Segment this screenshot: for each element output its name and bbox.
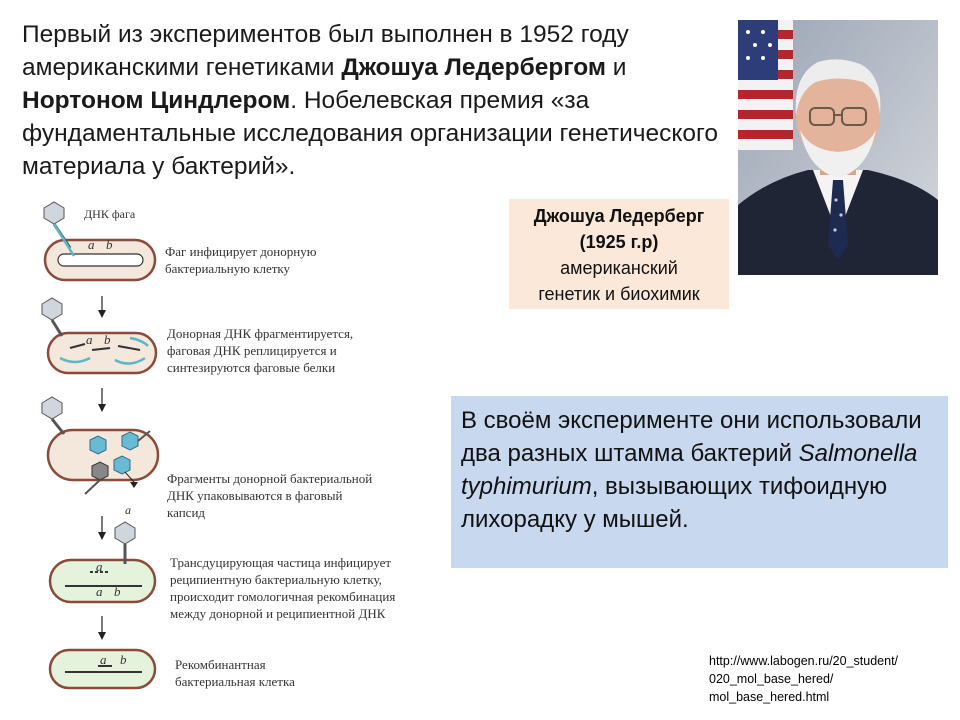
portrait-caption	[509, 199, 729, 309]
intro-text-2: и	[605, 54, 627, 81]
step4-line-4: между донорной и реципиентной ДНК	[170, 606, 386, 621]
step2-cell	[42, 298, 156, 373]
transduction-diagram	[30, 198, 450, 708]
source-url[interactable]	[709, 652, 949, 706]
step1-gene-b: b	[106, 237, 113, 252]
step5-gene-b: b	[120, 652, 127, 667]
step2-gene-b: b	[104, 332, 111, 347]
step4-line-1: Трансдуцирующая частица инфицирует	[170, 555, 392, 570]
step4-gene-b: b	[114, 584, 121, 599]
step3-line-1: Фрагменты донорной бактериальной	[167, 471, 373, 486]
step5-text	[175, 656, 295, 690]
info-text-2: , вызывающих тифоидную лихорадку у мышей.	[461, 473, 888, 533]
step3-line-2: ДНК упаковываются в фаговый	[167, 488, 343, 503]
step5-gene-a: a	[100, 652, 107, 667]
caption-line-2: генетик и биохимик	[538, 284, 700, 304]
intro-text-1: Первый из экспериментов был выполнен в 1952 году американскими генетиками	[22, 21, 629, 81]
step3-gene-a: a	[125, 503, 131, 517]
step4-line-2: реципиентную бактериальную клетку,	[170, 572, 382, 587]
arrow-4-head	[98, 632, 106, 640]
step3-line-3: капсид	[167, 505, 206, 520]
caption-line-1: американский	[560, 258, 678, 278]
step2-gene-a: a	[86, 332, 93, 347]
step2-line-1: Донорная ДНК фрагментируется,	[167, 326, 354, 341]
step2-line-2: фаговая ДНК реплицируется и	[167, 343, 337, 358]
step4-text	[170, 554, 395, 622]
step3-text	[167, 470, 372, 521]
info-text-1: В своём эксперименте они использовали два разных штамма бактерий	[461, 407, 922, 467]
step2-text	[167, 325, 353, 376]
step1-gene-a: a	[88, 237, 95, 252]
intro-paragraph	[22, 18, 722, 183]
step2-line-3: синтезируются фаговые белки	[167, 360, 336, 375]
step5-line-2: бактериальная клетка	[175, 674, 295, 689]
step1-text	[165, 243, 316, 277]
caption-name: Джошуа Ледерберг	[533, 206, 705, 226]
intro-name-lederberg: Джошуа Ледербергом	[341, 54, 606, 81]
experiment-info-box	[451, 396, 948, 568]
arrow-2-head	[98, 404, 106, 412]
step4-gene-a: a	[96, 584, 103, 599]
step3-cell	[42, 397, 158, 494]
phage-dna-label: ДНК фага	[84, 207, 136, 221]
step1-line-2: бактериальную клетку	[165, 261, 291, 276]
step1-line-1: Фаг инфицирует донорную	[165, 244, 317, 259]
arrow-1-head	[98, 310, 106, 318]
url-line-3[interactable]: mol_base_hered.html	[709, 690, 830, 704]
url-line-1[interactable]: http://www.labogen.ru/20_student/	[709, 654, 899, 668]
step5-line-1: Рекомбинантная	[175, 657, 266, 672]
intro-text-3: . Нобелевская премия «за фундаментальные исследования организации генетического материала у бактерий».	[22, 87, 719, 180]
step4-gene-a-top: a	[96, 559, 103, 574]
caption-year: (1925 г.р)	[579, 232, 659, 252]
portrait-photo	[738, 20, 938, 275]
step4-line-3: происходит гомологичная рекомбинация	[170, 589, 396, 604]
intro-name-zinder: Нортоном Циндлером	[22, 87, 291, 114]
url-line-2[interactable]: 020_mol_base_hered/	[709, 672, 834, 686]
info-species: Salmonella typhimurium	[461, 440, 918, 500]
arrow-3-head	[98, 532, 106, 540]
